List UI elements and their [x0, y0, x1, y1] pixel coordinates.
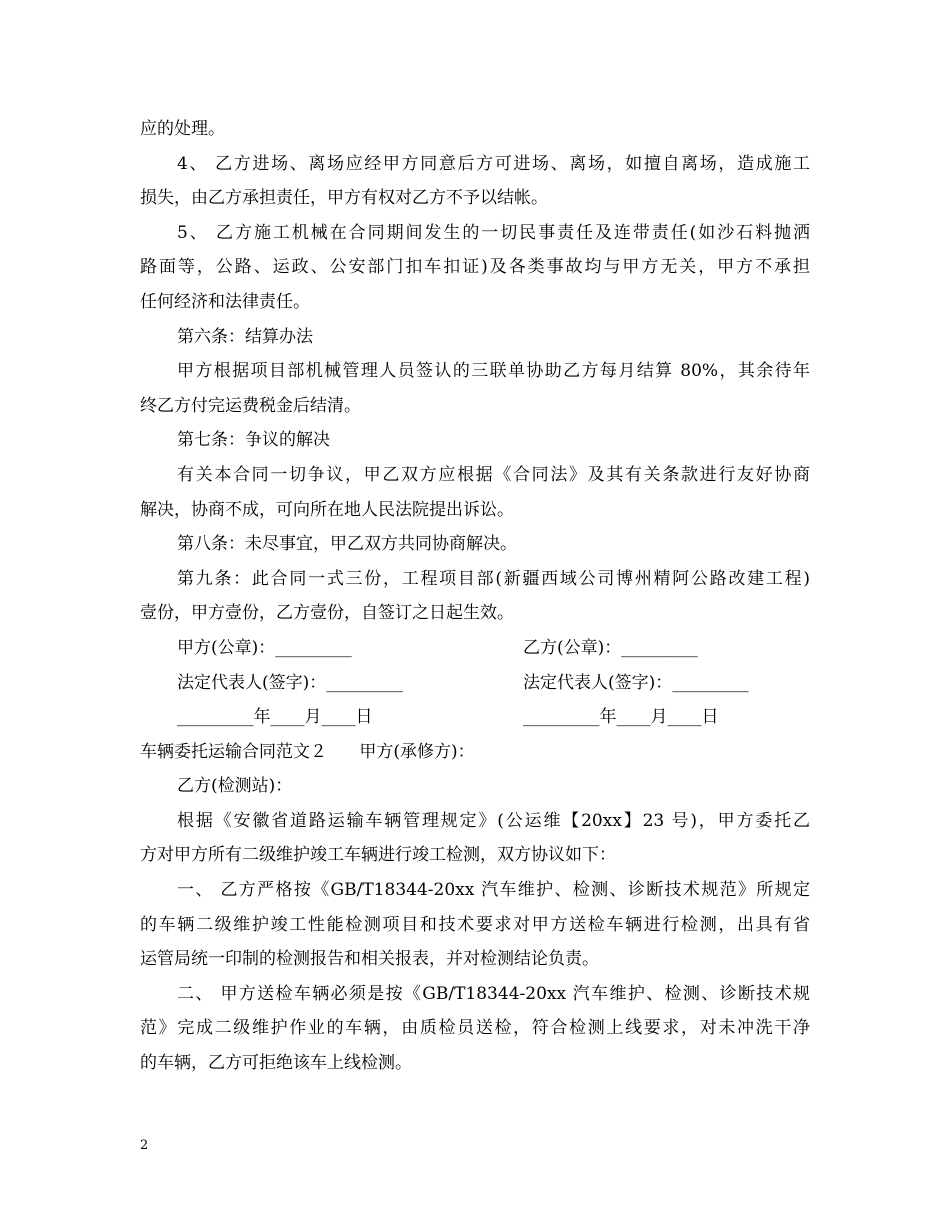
section-title-line: 车辆委托运输合同范文２ 甲方(承修方)： — [140, 741, 475, 762]
paragraph-line: 范》完成二级维护作业的车辆，由质检员送检，符合检测上线要求，对未冲洗干净 — [140, 1018, 810, 1039]
paragraph-line: 甲方根据项目部机械管理人员签认的三联单协助乙方每月结算 80%，其余待年 — [177, 361, 810, 382]
paragraph-line: 的车辆，乙方可拒绝该车上线检测。 — [140, 1053, 412, 1074]
paragraph-line: 的车辆二级维护竣工性能检测项目和技术要求对甲方送检车辆进行检测，出具有省 — [140, 914, 810, 935]
signature-row-seal — [140, 631, 810, 666]
item-2-line: 二、 甲方送检车辆必须是按《GB/T18344-20xx 汽车维护、检测、诊断技术规 — [177, 983, 810, 1004]
signature-row-representative — [140, 666, 810, 701]
document-body — [140, 112, 810, 1081]
clause-5-line: 5、 乙方施工机械在合同期间发生的一切民事责任及连带责任(如沙石料抛洒 — [177, 222, 810, 243]
article-7-heading: 第七条：争议的解决 — [177, 430, 330, 451]
paragraph-line: 有关本合同一切争议，甲乙双方应根据《合同法》及其有关条款进行友好协商 — [177, 464, 810, 485]
signature-row-date — [140, 700, 810, 735]
paragraph-line: 任何经济和法律责任。 — [140, 291, 310, 312]
paragraph-line: 壹份，甲方壹份，乙方壹份，自签订之日起生效。 — [140, 603, 514, 624]
party-b-label: 乙方(检测站)： — [177, 776, 293, 797]
paragraph-line: 路面等，公路、运政、公安部门扣车扣证)及各类事故均与甲方无关，甲方不承担 — [140, 257, 810, 278]
article-9-line: 第九条：此合同一式三份，工程项目部(新疆西域公司博州精阿公路改建工程) — [177, 568, 810, 589]
paragraph-line: 解决，协商不成，可向所在地人民法院提出诉讼。 — [140, 499, 514, 520]
paragraph-line: 损失，由乙方承担责任，甲方有权对乙方不予以结帐。 — [140, 188, 548, 209]
clause-4-line: 4、 乙方进场、离场应经甲方同意后方可进场、离场，如擅自离场，造成施工 — [177, 153, 810, 174]
party-b-date: _________年____月____日 — [523, 707, 719, 728]
item-1-line: 一、 乙方严格按《GB/T18344-20xx 汽车维护、检测、诊断技术规范》所规定 — [177, 880, 810, 901]
paragraph-line: 运管局统一印制的检测报告和相关报表，并对检测结论负责。 — [140, 949, 599, 970]
article-6-heading: 第六条：结算办法 — [177, 326, 313, 347]
party-b-seal: 乙方(公章)：_________ — [523, 637, 698, 658]
paragraph-line: 方对甲方所有二级维护竣工车辆进行竣工检测，双方协议如下： — [140, 845, 616, 866]
page-number: 2 — [140, 1138, 149, 1153]
party-a-date: _________年____月____日 — [177, 707, 373, 728]
paragraph-line: 终乙方付完运费税金后结清。 — [140, 395, 361, 416]
party-a-representative: 法定代表人(签字)：_________ — [177, 672, 403, 693]
article-8-line: 第八条：未尽事宜，甲乙双方共同协商解决。 — [177, 534, 517, 555]
paragraph-line: 根据《安徽省道路运输车辆管理规定》(公运维【20xx】23 号)，甲方委托乙 — [177, 810, 810, 831]
party-b-representative: 法定代表人(签字)：_________ — [523, 672, 749, 693]
paragraph-line: 应的处理。 — [140, 119, 225, 139]
party-a-seal: 甲方(公章)：_________ — [177, 637, 352, 658]
